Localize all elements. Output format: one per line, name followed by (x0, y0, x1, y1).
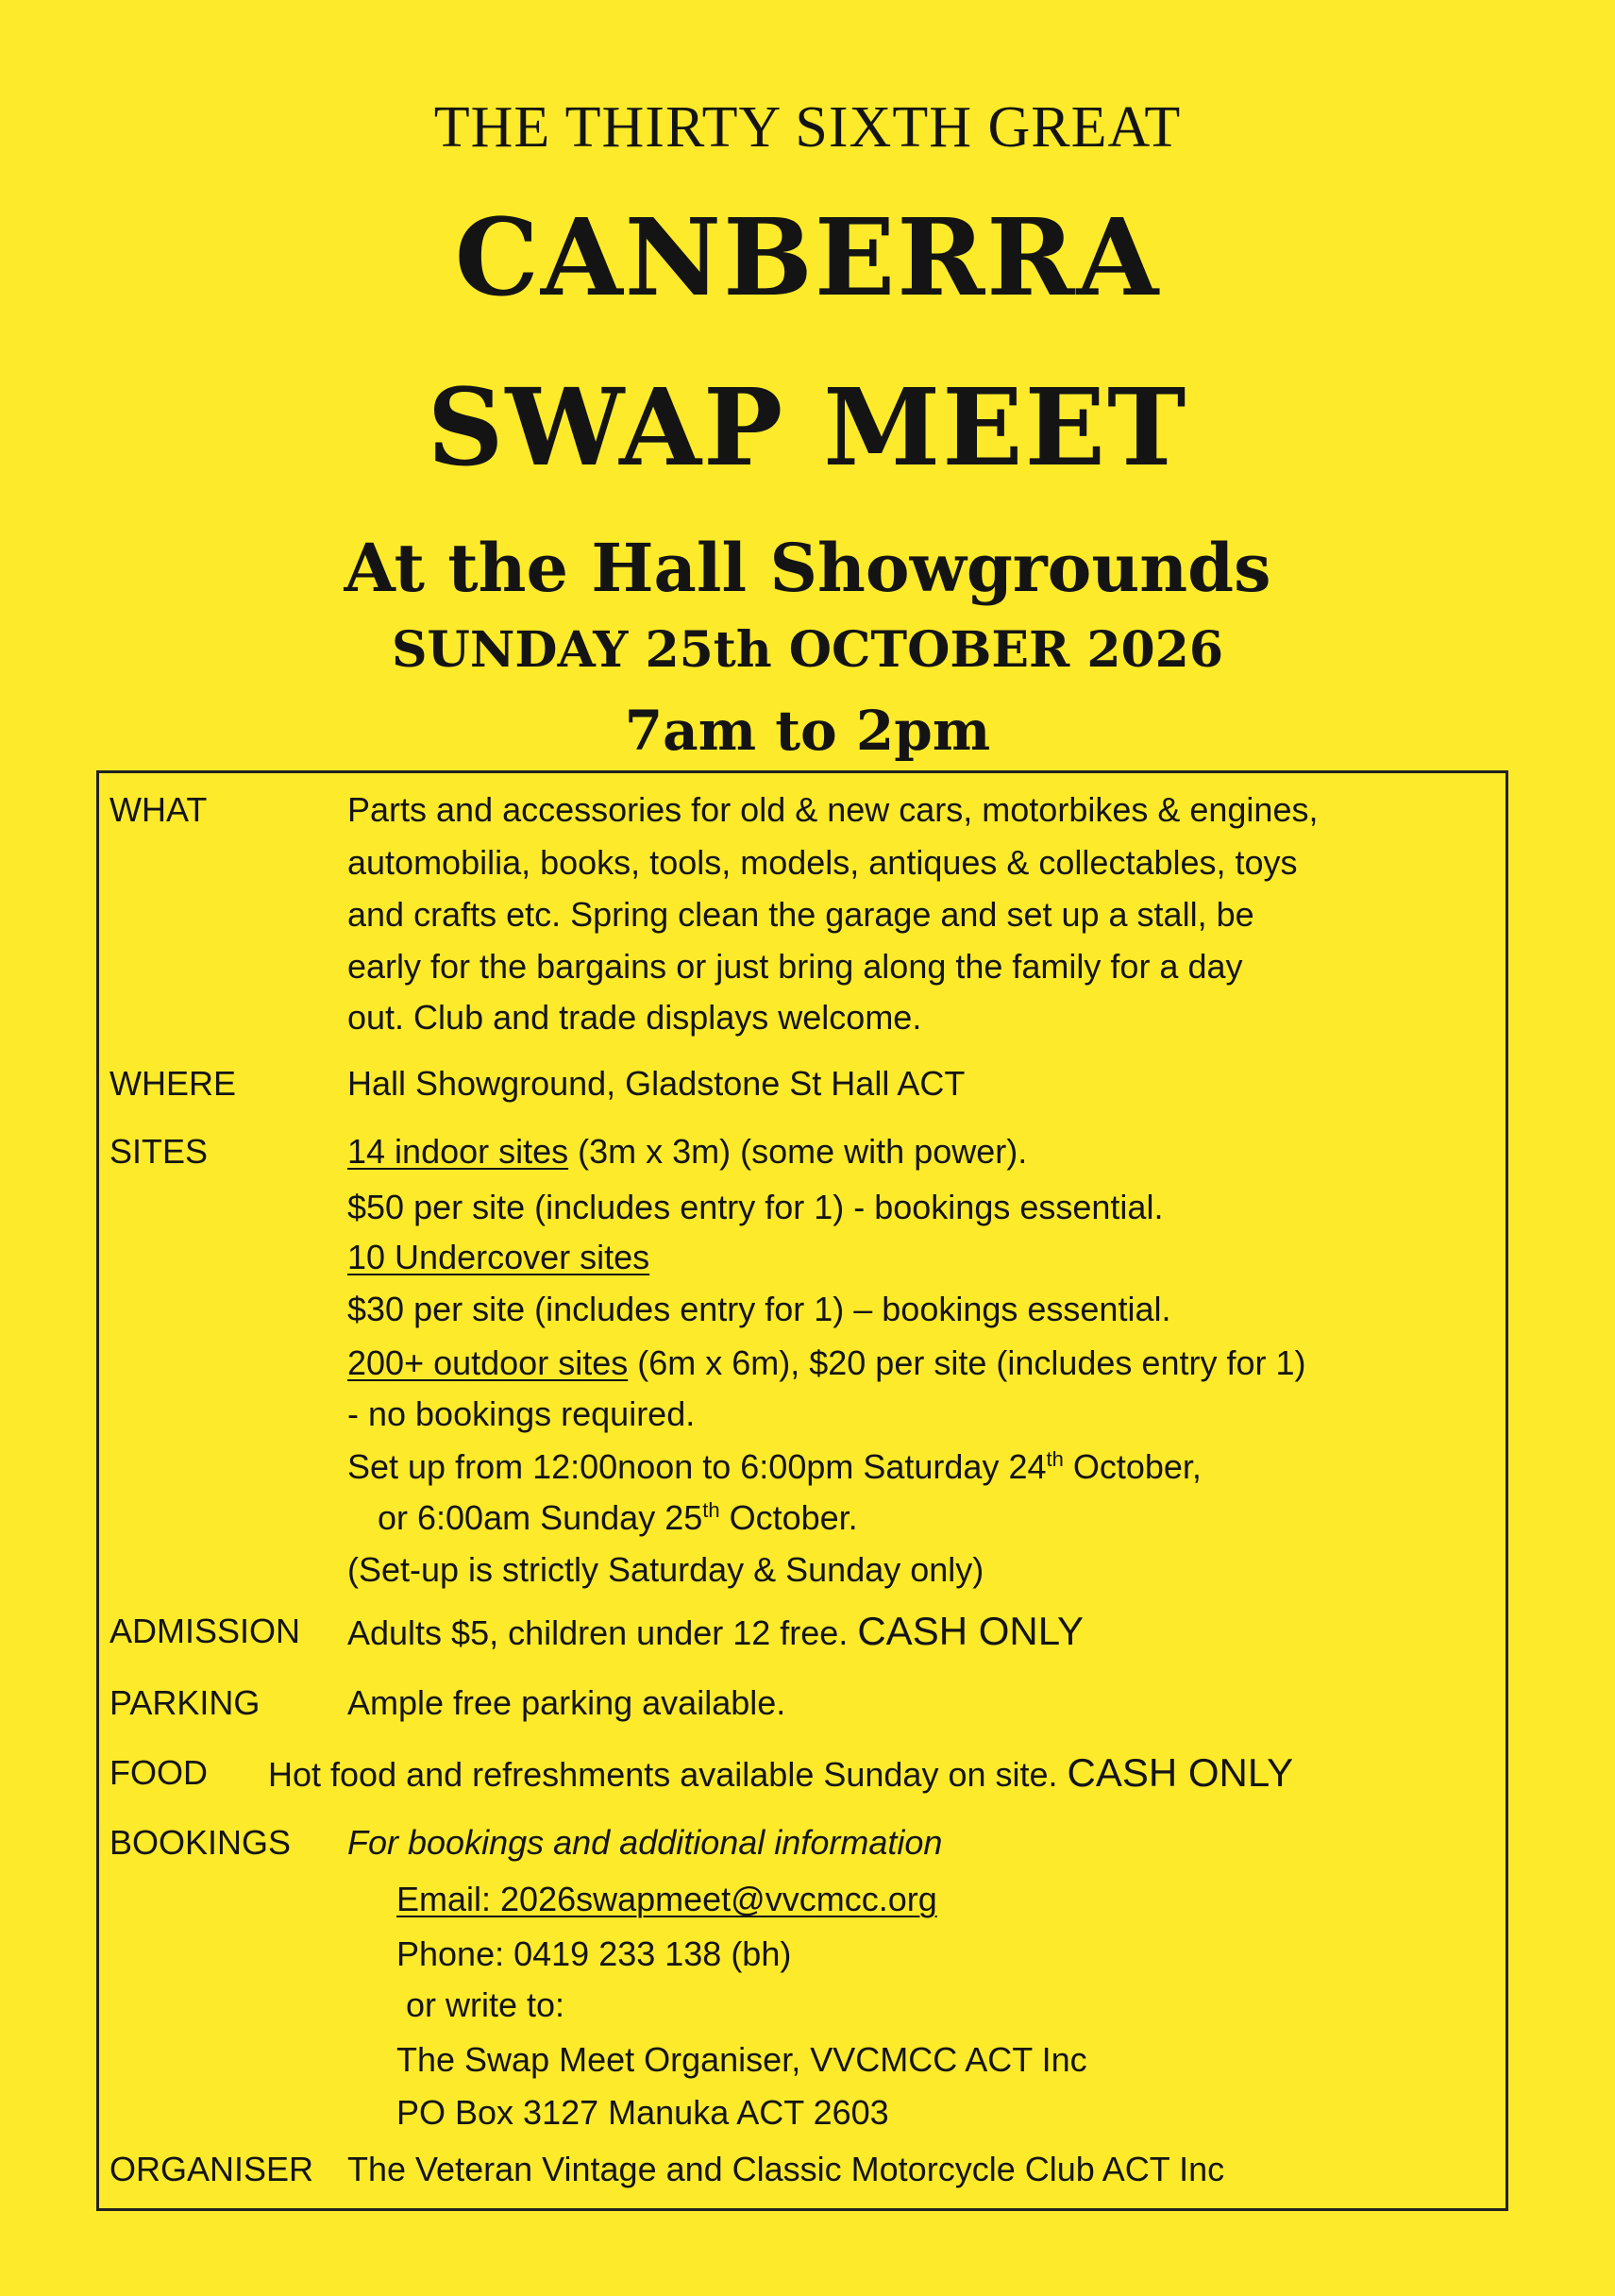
label-bookings: BOOKINGS (109, 1823, 292, 1862)
bookings-intro: For bookings and additional information (347, 1823, 943, 1862)
setup-1b: October, (1063, 1447, 1202, 1486)
where-text: Hall Showground, Gladstone St Hall ACT (347, 1064, 966, 1103)
pre-title: THE THIRTY SIXTH GREAT (433, 95, 1182, 160)
label-admission: ADMISSION (109, 1612, 301, 1650)
setup-2-ordinal: th (702, 1498, 720, 1522)
label-sites: SITES (109, 1132, 209, 1171)
food-description: Hot food and refreshments available Sunday on site. (268, 1755, 1068, 1794)
setup-2b: October. (719, 1498, 858, 1537)
undercover-sites-title: 10 Undercover sites (347, 1238, 650, 1276)
setup-1a: Set up from 12:00noon to 6:00pm Saturday 24 (347, 1447, 1047, 1486)
admission-prices: Adults $5, children under 12 free. (347, 1613, 858, 1652)
admission-cash-only: CASH ONLY (857, 1609, 1084, 1653)
bookings-address-line: The Swap Meet Organiser, VVCMCC ACT Inc (396, 2040, 1087, 2079)
sites-outdoor (347, 1342, 1305, 1384)
sites-outdoor-note: - no bookings required. (347, 1394, 696, 1433)
setup-1-ordinal: th (1046, 1447, 1064, 1471)
bookings-write-to: or write to: (406, 1985, 565, 2024)
indoor-sites-detail: (3m x 3m) (some with power). (568, 1132, 1028, 1171)
sites-undercover-price: $30 per site (includes entry for 1) – bookings essential. (347, 1290, 1171, 1328)
bookings-address-line: PO Box 3127 Manuka ACT 2603 (396, 2093, 889, 2132)
label-organiser: ORGANISER (109, 2150, 314, 2188)
outdoor-sites-detail: (6m x 6m), $20 per site (includes entry for 1) (628, 1343, 1306, 1382)
title-canberra: CANBERRA (454, 196, 1161, 320)
organiser-text: The Veteran Vintage and Classic Motorcycle Club ACT Inc (347, 2150, 1225, 2188)
sites-indoor-price: $50 per site (includes entry for 1) - bookings essential. (347, 1188, 1164, 1226)
setup-2a: or 6:00am Sunday 25 (378, 1498, 703, 1537)
admission-text (347, 1611, 1084, 1654)
what-line: and crafts etc. Spring clean the garage and set up a stall, be (347, 895, 1254, 934)
label-where: WHERE (109, 1064, 236, 1103)
event-time: 7am to 2pm (624, 699, 991, 763)
sites-indoor (347, 1131, 1027, 1173)
label-parking: PARKING (109, 1683, 261, 1722)
what-line: automobilia, books, tools, models, antiques & collectables, toys (347, 843, 1298, 882)
food-cash-only: CASH ONLY (1067, 1750, 1294, 1795)
title-swap-meet: SWAP MEET (427, 366, 1188, 490)
setup-note: (Set-up is strictly Saturday & Sunday only) (347, 1550, 984, 1589)
setup-line-2 (378, 1497, 858, 1539)
outdoor-sites-title: 200+ outdoor sites (347, 1343, 629, 1382)
what-line: early for the bargains or just bring along the family for a day (347, 947, 1243, 986)
indoor-sites-title: 14 indoor sites (347, 1132, 569, 1171)
label-food: FOOD (109, 1753, 208, 1792)
label-what: WHAT (109, 790, 208, 829)
food-text (268, 1752, 1293, 1796)
event-date: SUNDAY 25th OCTOBER 2026 (391, 621, 1224, 679)
what-line: Parts and accessories for old & new cars, motorbikes & engines, (347, 790, 1319, 829)
bookings-phone: Phone: 0419 233 138 (bh) (396, 1934, 792, 1973)
setup-line-1 (347, 1446, 1202, 1488)
parking-text: Ample free parking available. (347, 1683, 786, 1722)
bookings-email-link[interactable]: Email: 2026swapmeet@vvcmcc.org (396, 1880, 937, 1918)
sites-undercover (347, 1237, 649, 1278)
what-line: out. Club and trade displays welcome. (347, 998, 922, 1037)
venue-heading: At the Hall Showgrounds (344, 529, 1271, 607)
